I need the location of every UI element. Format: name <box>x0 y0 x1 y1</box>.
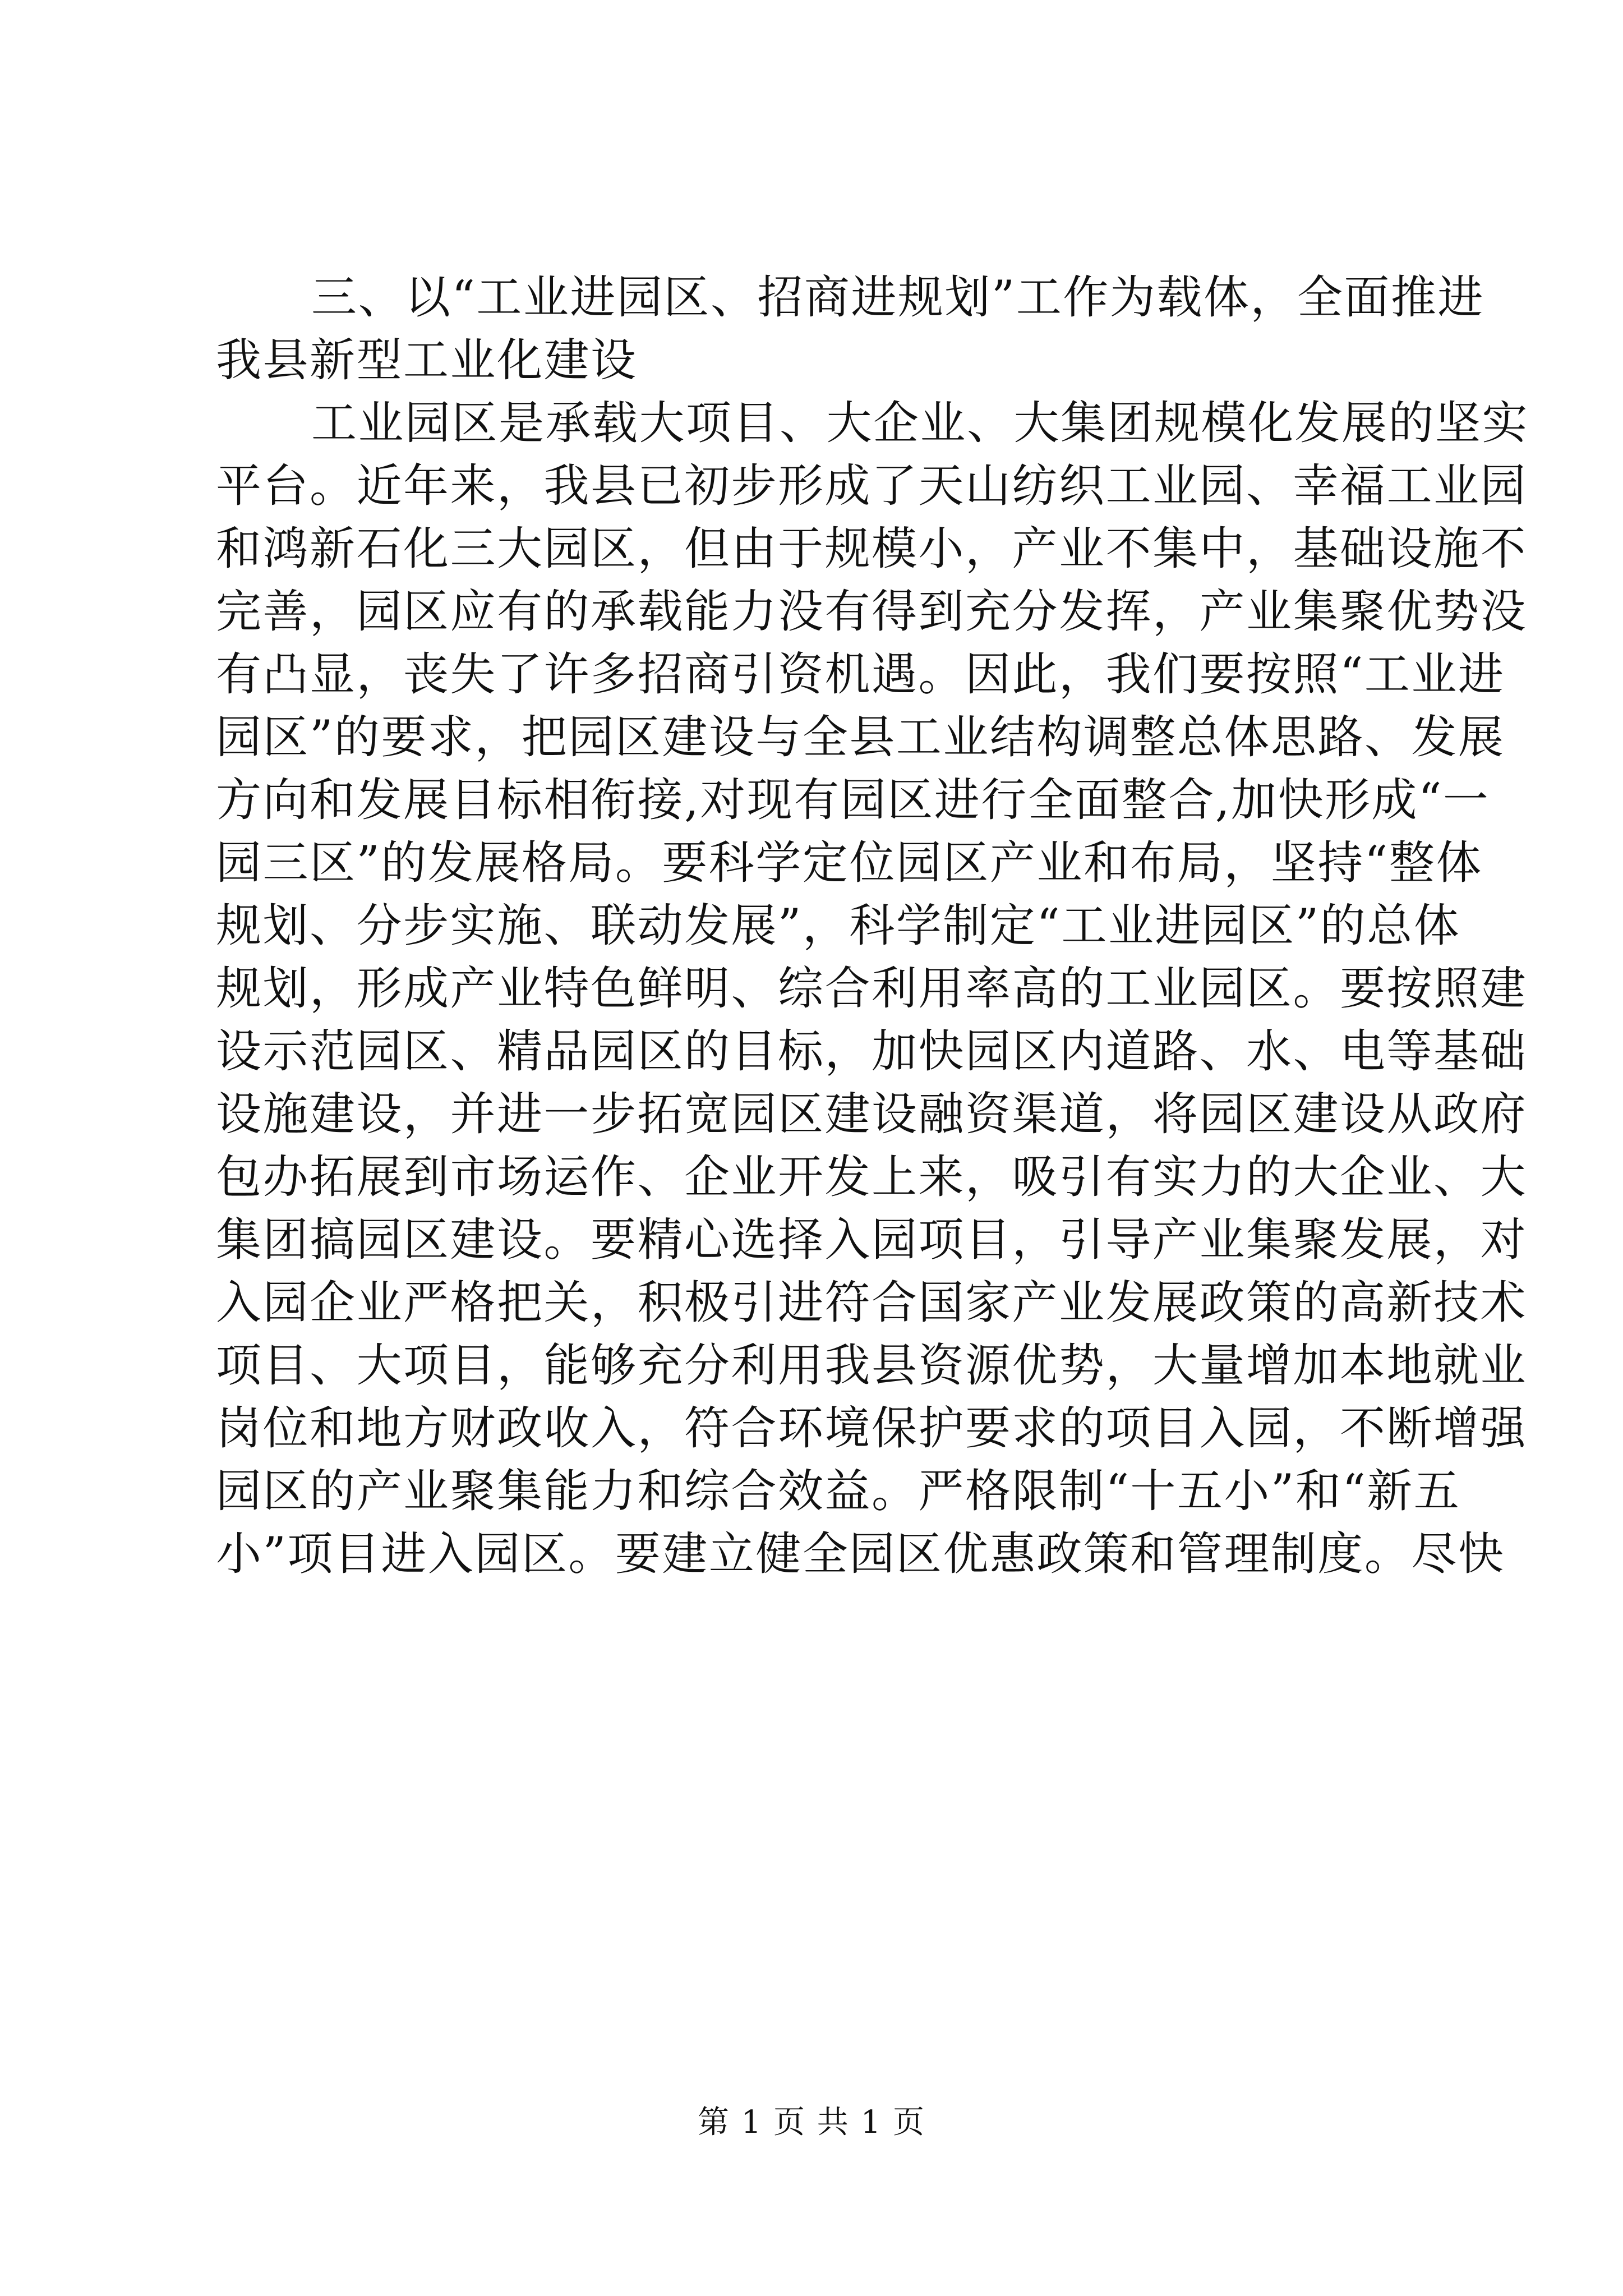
paragraph-line: 规划，形成产业特色鲜明、综合利用率高的工业园区。要按照建 <box>216 963 1528 1015</box>
section-heading-line-1: 三、以“工业进园区、招商进规划”工作为载体，全面推进 <box>311 272 1484 324</box>
paragraph-line: 平台。近年来，我县已初步形成了天山纺织工业园、幸福工业园 <box>216 460 1528 513</box>
paragraph-line: 项目、大项目，能够充分利用我县资源优势，大量增加本地就业 <box>216 1340 1528 1392</box>
document-body <box>216 266 1529 1586</box>
paragraph-line: 园三区”的发展格局。要科学定位园区产业和布局，坚持“整体 <box>216 837 1483 890</box>
paragraph-line: 设示范园区、精品园区的目标，加快园区内道路、水、电等基础 <box>216 1025 1528 1078</box>
paragraph-line: 规划、分步实施、联动发展”，科学制定“工业进园区”的总体 <box>216 900 1461 953</box>
paragraph-line: 工业园区是承载大项目、大企业、大集团规模化发展的坚实 <box>311 397 1529 450</box>
paragraph-line: 有凸显，丧失了许多招商引资机遇。因此，我们要按照“工业进 <box>216 648 1505 701</box>
paragraph-line: 包办拓展到市场运作、企业开发上来，吸引有实力的大企业、大 <box>216 1151 1528 1204</box>
page-number-footer: 第 1 页 共 1 页 <box>697 2104 926 2141</box>
paragraph-line: 完善，园区应有的承载能力没有得到充分发挥，产业集聚优势没 <box>216 586 1528 638</box>
paragraph-line: 小”项目进入园区。要建立健全园区优惠政策和管理制度。尽快 <box>216 1528 1505 1581</box>
paragraph-line: 岗位和地方财政收入，符合环境保护要求的项目入园，不断增强 <box>216 1402 1528 1455</box>
paragraph-line: 入园企业严格把关，积极引进符合国家产业发展政策的高新技术 <box>216 1277 1528 1329</box>
paragraph-line: 园区的产业聚集能力和综合效益。严格限制“十五小”和“新五 <box>216 1465 1461 1518</box>
paragraph-line: 设施建设，并进一步拓宽园区建设融资渠道，将园区建设从政府 <box>216 1088 1528 1141</box>
paragraph-line: 集团搞园区建设。要精心选择入园项目，引导产业集聚发展，对 <box>216 1214 1528 1267</box>
section-heading-line-2: 我县新型工业化建设 <box>216 334 638 387</box>
paragraph-line: 园区”的要求，把园区建设与全县工业结构调整总体思路、发展 <box>216 711 1505 764</box>
paragraph-line: 方向和发展目标相衔接,对现有园区进行全面整合,加快形成“一 <box>216 774 1490 827</box>
paragraph-line: 和鸿新石化三大园区，但由于规模小，产业不集中，基础设施不 <box>216 523 1528 576</box>
